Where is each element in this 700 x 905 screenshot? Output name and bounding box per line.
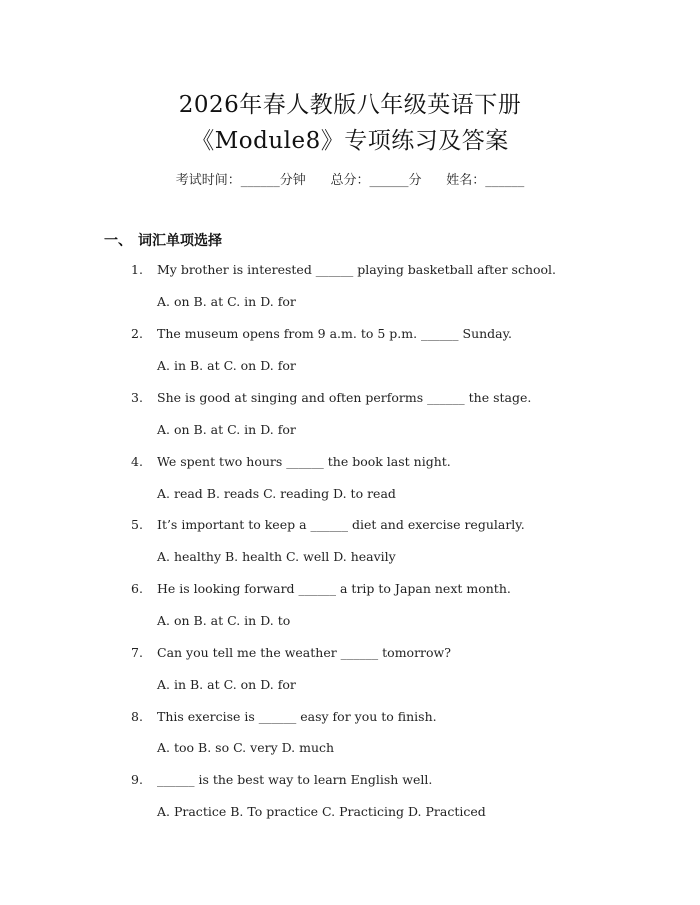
question-stem: Can you tell me the weather ______ tomorrow? [157,645,451,660]
question-number: 3. [131,390,143,405]
question-number: 2. [131,326,143,341]
question-5-options: A. healthy B. health C. well D. heavily [157,549,396,564]
question-8-options: A. too B. so C. very D. much [157,740,335,755]
question-4 [131,454,451,469]
question-5 [131,517,525,532]
question-1 [131,262,556,277]
question-7-options: A. in B. at C. on D. for [157,677,296,692]
question-3 [131,390,531,405]
question-stem: We spent two hours ______ the book last night. [157,454,451,469]
section-title: 词汇单项选择 [138,233,222,249]
question-7 [131,645,451,660]
question-stem: My brother is interested ______ playing basketball after school. [157,262,557,277]
document-title-line1: 2026年春人教版八年级英语下册 [178,92,522,118]
document-title-line2: 《Module8》专项练习及答案 [191,128,509,154]
question-stem: He is looking forward ______ a trip to Japan next month. [157,581,511,596]
question-stem: The museum opens from 9 a.m. to 5 p.m. ______ Sunday. [157,326,513,341]
question-stem: She is good at singing and often performs ______ the stage. [157,390,532,405]
question-stem: It’s important to keep a ______ diet and exercise regularly. [157,517,525,532]
section-number: 一、 [104,233,132,249]
question-stem: ______ is the best way to learn English well. [157,772,433,787]
section-heading [104,230,222,250]
question-number: 8. [131,709,143,724]
question-2 [131,326,512,341]
question-1-options: A. on B. at C. in D. for [157,294,296,309]
question-number: 9. [131,772,143,787]
question-9-options: A. Practice B. To practice C. Practicing D. Practiced [157,804,486,819]
question-4-options: A. read B. reads C. reading D. to read [157,486,396,501]
question-8 [131,709,437,724]
question-number: 7. [131,645,143,660]
question-number: 5. [131,517,143,532]
question-number: 6. [131,581,143,596]
question-3-options: A. on B. at C. in D. for [157,422,296,437]
question-stem: This exercise is ______ easy for you to finish. [157,709,437,724]
question-6 [131,581,511,596]
question-number: 1. [131,262,143,277]
question-2-options: A. in B. at C. on D. for [157,358,296,373]
question-9 [131,772,432,787]
question-number: 4. [131,454,143,469]
question-6-options: A. on B. at C. in D. to [157,613,291,628]
exam-info-line: 考试时间：______分钟 总分：______分 姓名：______ [175,173,525,188]
